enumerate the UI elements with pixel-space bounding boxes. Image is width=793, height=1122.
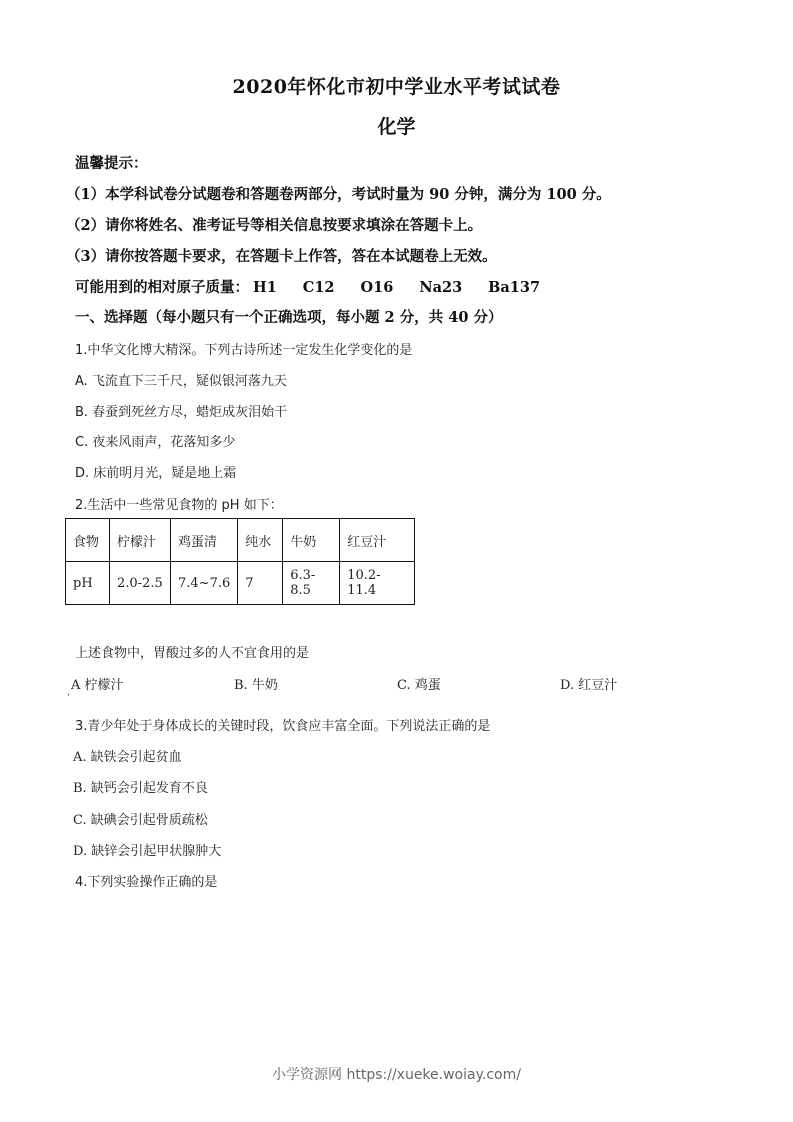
atomic-mass-na: Na23 xyxy=(419,279,463,296)
atomic-mass-ba: Ba137 xyxy=(488,279,541,296)
question-1-option-b: B. 春蚕到死丝方尽，蜡炬成灰泪始干 xyxy=(75,405,288,420)
notice-heading: 温馨提示： xyxy=(75,155,148,172)
question-1-option-a: A. 飞流直下三千尺，疑似银河落九天 xyxy=(75,374,287,389)
question-2-option-c: C. 鸡蛋 xyxy=(397,678,441,693)
table-cell: 纯水 xyxy=(238,519,283,562)
atomic-mass-c: C12 xyxy=(302,279,335,296)
question-1-stem: 1.中华文化博大精深。下列古诗所述一定发生化学变化的是 xyxy=(75,343,413,358)
question-2-option-d: D. 红豆汁 xyxy=(560,678,618,693)
table-row xyxy=(66,519,415,562)
subject-title: 化学 xyxy=(377,116,416,138)
question-2-stem: 2.生活中一些常见食物的 pH 如下： xyxy=(75,498,283,513)
ph-table xyxy=(65,518,415,605)
notice-item-1: （1）本学科试卷分试题卷和答题卷两部分，考试时量为 90 分钟，满分为 100 分。 xyxy=(66,186,611,203)
table-cell: 10.2-11.4 xyxy=(340,562,415,605)
notice-item-3: （3）请你按答题卡要求，在答题卡上作答，答在本试题卷上无效。 xyxy=(66,248,497,265)
atomic-mass-o: O16 xyxy=(360,279,394,296)
question-3-option-a: A. 缺铁会引起贫血 xyxy=(73,750,182,765)
question-2-option-b: B. 牛奶 xyxy=(234,678,278,693)
exam-title: 2020年怀化市初中学业水平考试试卷 xyxy=(232,76,561,98)
question-1-option-c: C. 夜来风雨声，花落知多少 xyxy=(75,435,236,450)
question-3-option-c: C. 缺碘会引起骨质疏松 xyxy=(73,813,208,828)
table-cell: 7.4~7.6 xyxy=(171,562,238,605)
table-cell: 牛奶 xyxy=(283,519,340,562)
notice-item-2: （2）请你将姓名、准考证号等相关信息按要求填涂在答题卡上。 xyxy=(66,217,483,234)
atomic-mass-label: 可能用到的相对原子质量： xyxy=(75,279,249,296)
atomic-mass-h: H1 xyxy=(253,279,277,296)
table-cell: 柠檬汁 xyxy=(110,519,171,562)
table-cell: 6.3-8.5 xyxy=(283,562,340,605)
question-4-stem: 4.下列实验操作正确的是 xyxy=(75,875,218,890)
table-cell: 红豆汁 xyxy=(340,519,415,562)
table-cell: 7 xyxy=(238,562,283,605)
table-cell: 食物 xyxy=(66,519,110,562)
question-3-stem: 3.青少年处于身体成长的关键时段，饮食应丰富全面。下列说法正确的是 xyxy=(75,719,491,734)
table-cell: 2.0-2.5 xyxy=(110,562,171,605)
footer-watermark: 小学资源网 https://xueke.woiay.com/ xyxy=(272,1067,521,1083)
table-cell: 鸡蛋清 xyxy=(171,519,238,562)
table-cell: pH xyxy=(66,562,110,605)
table-row xyxy=(66,562,415,605)
section-title: 一、选择题（每小题只有一个正确选项，每小题 2 分，共 40 分） xyxy=(75,309,503,326)
question-1-option-d: D. 床前明月光，疑是地上霜 xyxy=(75,466,237,481)
question-3-option-d: D. 缺锌会引起甲状腺肿大 xyxy=(73,844,222,859)
atomic-mass-line xyxy=(75,276,566,297)
question-2-followup: 上述食物中，胃酸过多的人不宜食用的是 xyxy=(75,646,310,661)
question-2-option-a: A 柠檬汁 xyxy=(71,678,124,693)
question-3-option-b: B. 缺钙会引起发育不良 xyxy=(73,781,208,796)
stray-mark xyxy=(68,693,69,696)
